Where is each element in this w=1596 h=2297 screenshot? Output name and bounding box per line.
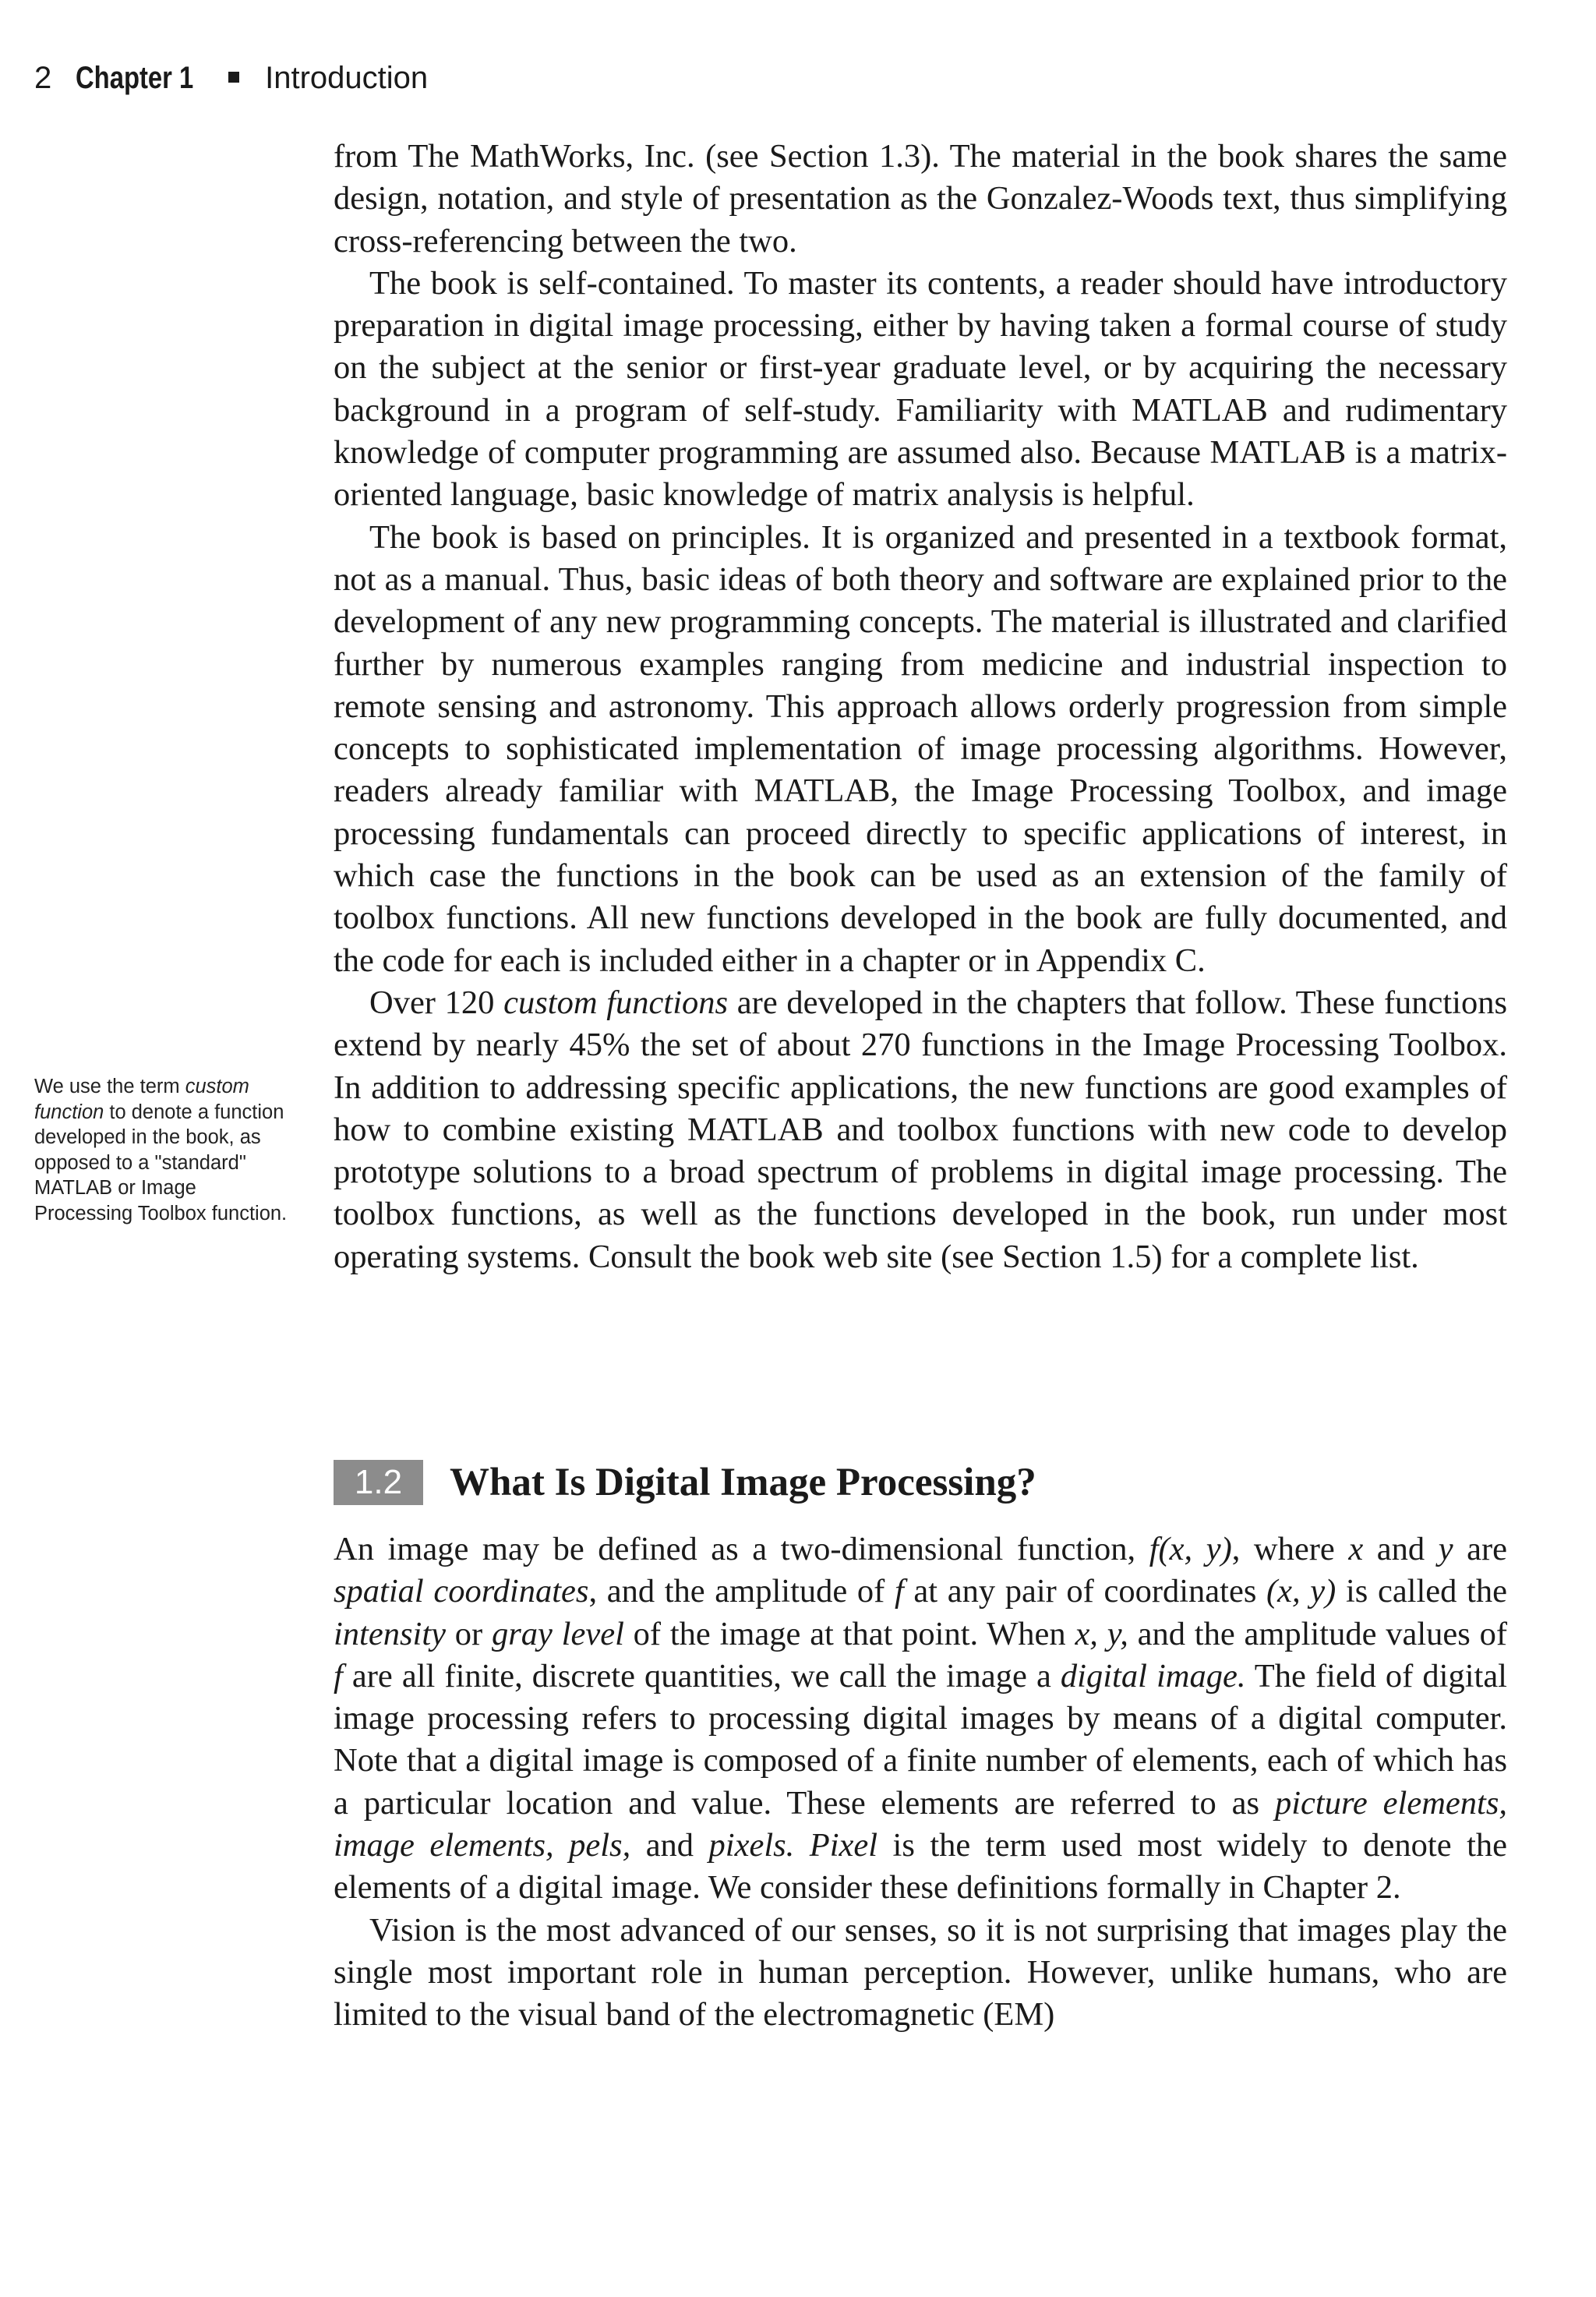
p5-text: and the amplitude values of — [1128, 1615, 1507, 1652]
p5-text: The field of digital image processing refers to processing digital images by means of a digital computer. Note that a digital image is composed of a finite number of elements, each of which has a particular location and value. These elements are referred to as — [334, 1657, 1507, 1822]
p5-term: spatial coordinates — [334, 1573, 589, 1610]
paragraph-4 — [334, 982, 1507, 1278]
p5-text: are — [1453, 1531, 1508, 1567]
body-column — [334, 136, 1507, 1278]
p5-text: , where — [1231, 1531, 1349, 1567]
p5-text: and — [1363, 1531, 1439, 1567]
paragraph-6: Vision is the most advanced of our senses, so it is not surprising that images play the single most important role in human perception. However, unlike humans, who are limited to the visual band of the electromagnetic (EM) — [334, 1911, 1507, 2034]
section-body — [334, 1528, 1507, 2037]
paragraph-2: The book is self-contained. To master its contents, a reader should have introductory preparation in digital image processing, either by having taken a formal course of study on the subject at the senior or first-year graduate level, or by acquiring the necessary background in a program of self-study. Familiarity with MATLAB and rudimentary knowledge of computer programming are assumed also. Because MATLAB is a matrix-oriented language, basic knowledge of matrix analysis is helpful. — [334, 264, 1507, 514]
p5-text: or — [446, 1615, 492, 1652]
p5-text: of the image at that point. When — [623, 1615, 1075, 1652]
paragraph-1: from The MathWorks, Inc. (see Section 1.3). The material in the book shares the same design, notation, and style of presentation as the Gonzalez-Woods text, thus simplifying cross-referencing between the two. — [334, 138, 1507, 260]
p4-text-c: are developed in the chapters that follow. These functions extend by nearly 45% the set of about 270 functions in the Image Processing Toolbox. In addition to addressing specific applications, the new functions are good examples of how to combine existing MATLAB and toolbox functions with new code to develop prototype solutions to a broad spectrum of problems in digital image processing. The toolbox functions, as well as the functions developed in the book, run under most operating systems. Consult the book web site (see Section 1.5) for a complete list. — [334, 984, 1508, 1275]
p5-math: x — [1348, 1531, 1364, 1567]
p5-math: f — [334, 1657, 343, 1694]
running-header — [34, 59, 428, 97]
note-term: custom function — [34, 1076, 249, 1123]
p4-text-a: Over 120 — [369, 984, 504, 1021]
header-square-bullet — [228, 72, 239, 83]
p5-text: , and the amplitude of — [588, 1573, 895, 1610]
page-number: 2 — [34, 61, 52, 95]
note-text-c: to denote a function developed in the book, as opposed to a "standard" MATLAB or Image Processing Toolbox function. — [34, 1101, 288, 1224]
p5-term: pixels. Pixel — [708, 1827, 878, 1864]
paragraph-3: The book is based on principles. It is organized and presented in a textbook format, not as a manual. Thus, basic ideas of both theory and software are explained prior to the development of any new programming concepts. The material is illustrated and clarified further by numerous examples ranging from medicine and industrial inspection to remote sensing and astronomy. This approach allows orderly progression from simple concepts to sophisticated implementation of image processing algorithms. However, readers already familiar with MATLAB, the Image Processing Toolbox, and image processing fundamentals can proceed directly to specific applications of interest, in which case the functions in the book can be used as an extension of the family of toolbox functions. All new functions developed in the book are fully documented, and the code for each is included either in a chapter or in Appendix C. — [334, 518, 1507, 979]
p5-math: x, y, — [1075, 1615, 1128, 1652]
note-text-a: We use the term — [34, 1076, 185, 1097]
p5-text: is called the — [1336, 1573, 1507, 1610]
p5-math: f(x, y) — [1149, 1531, 1232, 1567]
p5-math: f — [894, 1573, 904, 1610]
p5-term: digital image. — [1060, 1657, 1246, 1694]
section-title: What Is Digital Image Processing? — [450, 1461, 1036, 1504]
paragraph-5 — [334, 1528, 1507, 1910]
p5-term: gray level — [491, 1615, 624, 1652]
section-number-badge: 1.2 — [334, 1460, 423, 1505]
chapter-title: Introduction — [265, 61, 429, 95]
p5-text: at any pair of coordinates — [903, 1573, 1267, 1610]
p5-term: picture elements, image elements, pels, — [334, 1784, 1507, 1864]
p5-text: and — [630, 1827, 709, 1864]
p5-text: are all finite, discrete quantities, we call the image a — [342, 1657, 1061, 1694]
p5-math: y — [1438, 1531, 1453, 1567]
p5-math: (x, y) — [1266, 1573, 1336, 1610]
section-heading — [334, 1458, 1036, 1507]
custom-functions-term: custom functions — [503, 984, 729, 1021]
p5-text: An image may be defined as a two-dimensional function, — [334, 1531, 1149, 1567]
chapter-label: Chapter 1 — [76, 61, 194, 95]
p5-term: intensity — [334, 1615, 446, 1652]
p5-text: is the term used most widely to denote the elements of a digital image. We consider these definitions formally in Chapter 2. — [334, 1827, 1507, 1907]
margin-note — [34, 1074, 291, 1226]
